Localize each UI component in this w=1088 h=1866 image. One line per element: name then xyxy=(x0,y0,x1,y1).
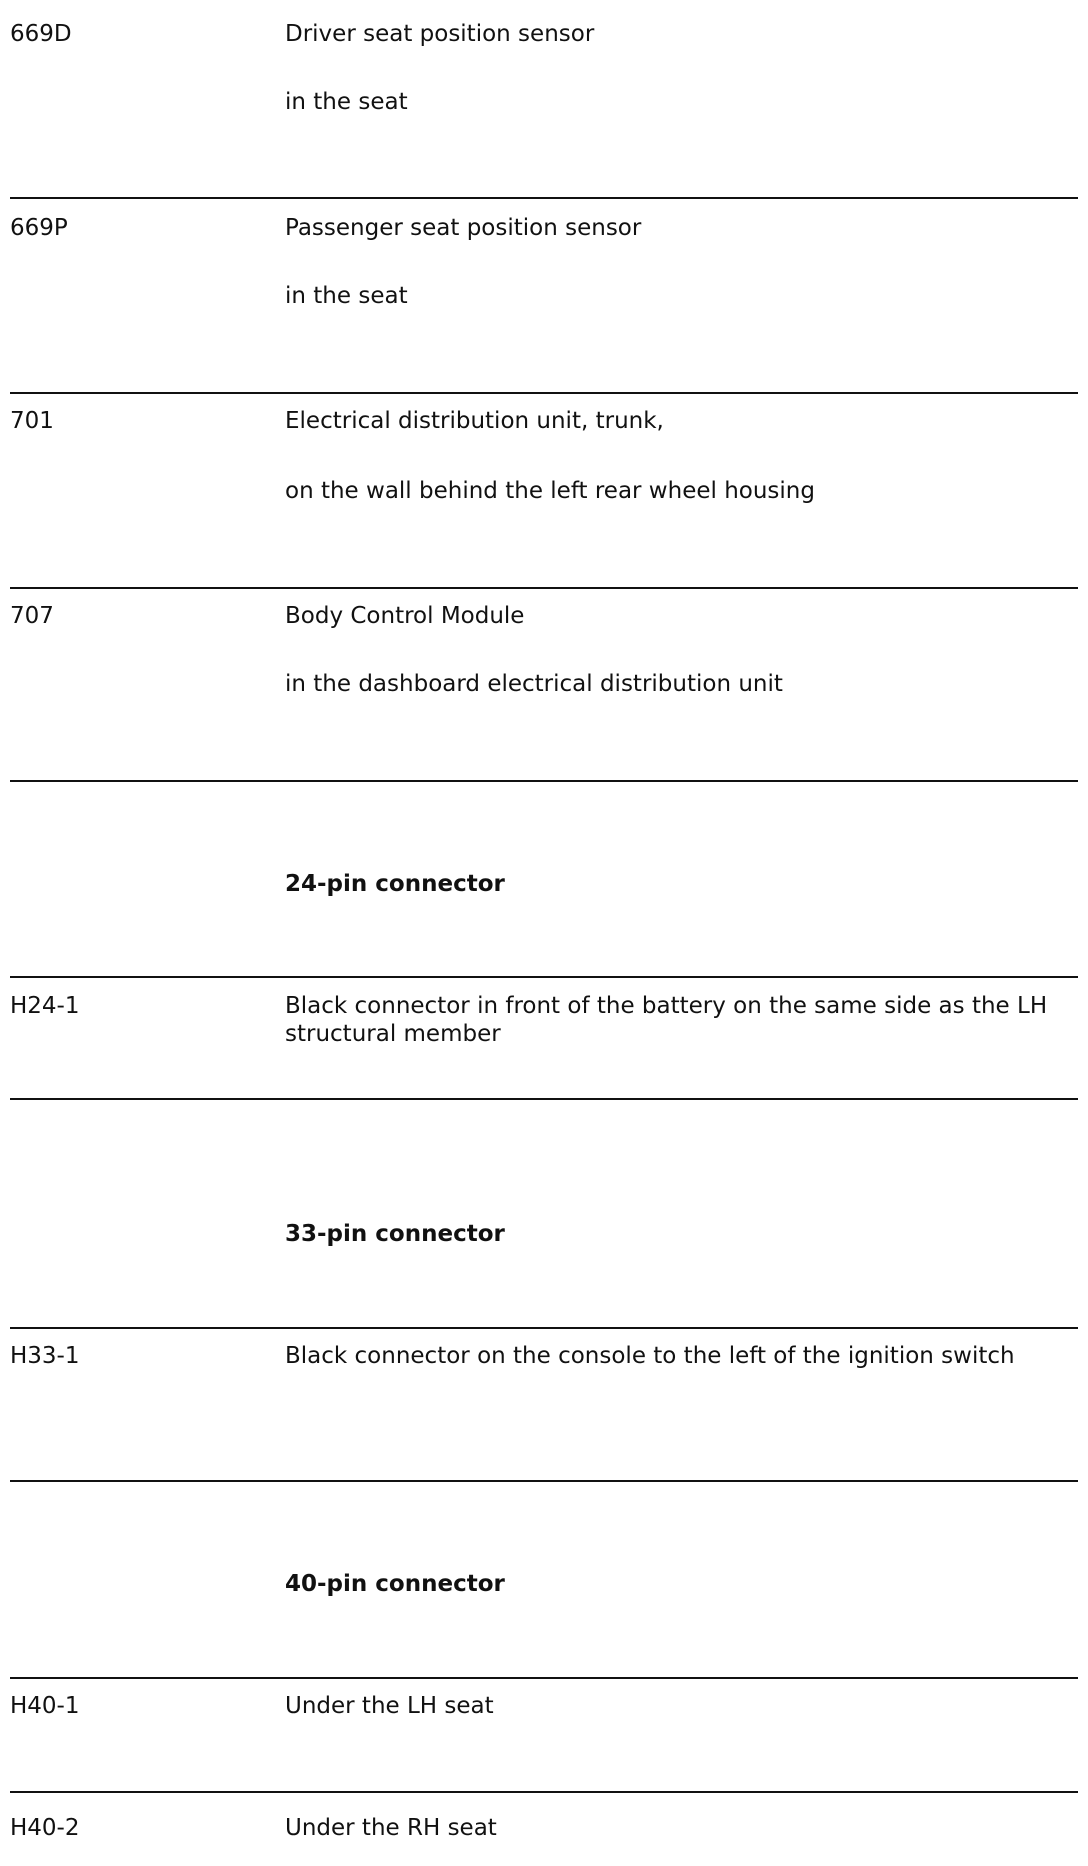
connector-code: H33-1 xyxy=(10,1343,80,1369)
divider xyxy=(10,1327,1078,1329)
section-heading: 40-pin connector xyxy=(285,1571,505,1597)
entry-location: in the dashboard electrical distribution unit xyxy=(285,671,783,697)
entry-location: on the wall behind the left rear wheel housing xyxy=(285,478,815,504)
connector-description: Under the RH seat xyxy=(285,1815,497,1841)
divider xyxy=(10,587,1078,589)
divider xyxy=(10,392,1078,394)
entry-location: in the seat xyxy=(285,283,408,309)
connector-description: Black connector in front of the battery on the same side as the LH structural member xyxy=(285,993,1048,1047)
entry-code: 701 xyxy=(10,408,54,434)
connector-description: Under the LH seat xyxy=(285,1693,494,1719)
entry-code: 669D xyxy=(10,21,72,47)
connector-code: H40-1 xyxy=(10,1693,80,1719)
section-heading: 33-pin connector xyxy=(285,1221,505,1247)
divider xyxy=(10,1480,1078,1482)
connector-code: H40-2 xyxy=(10,1815,80,1841)
connector-description: Black connector on the console to the left of the ignition switch xyxy=(285,1343,1015,1369)
entry-code: 669P xyxy=(10,215,68,241)
divider xyxy=(10,1791,1078,1793)
entry-description: Passenger seat position sensor xyxy=(285,215,642,241)
entry-description: Electrical distribution unit, trunk, xyxy=(285,408,664,434)
divider xyxy=(10,197,1078,199)
entry-location: in the seat xyxy=(285,89,408,115)
entry-code: 707 xyxy=(10,603,54,629)
divider xyxy=(10,1677,1078,1679)
section-heading: 24-pin connector xyxy=(285,871,505,897)
divider xyxy=(10,1098,1078,1100)
connector-code: H24-1 xyxy=(10,993,80,1019)
divider xyxy=(10,780,1078,782)
entry-description: Body Control Module xyxy=(285,603,525,629)
divider xyxy=(10,976,1078,978)
entry-description: Driver seat position sensor xyxy=(285,21,595,47)
